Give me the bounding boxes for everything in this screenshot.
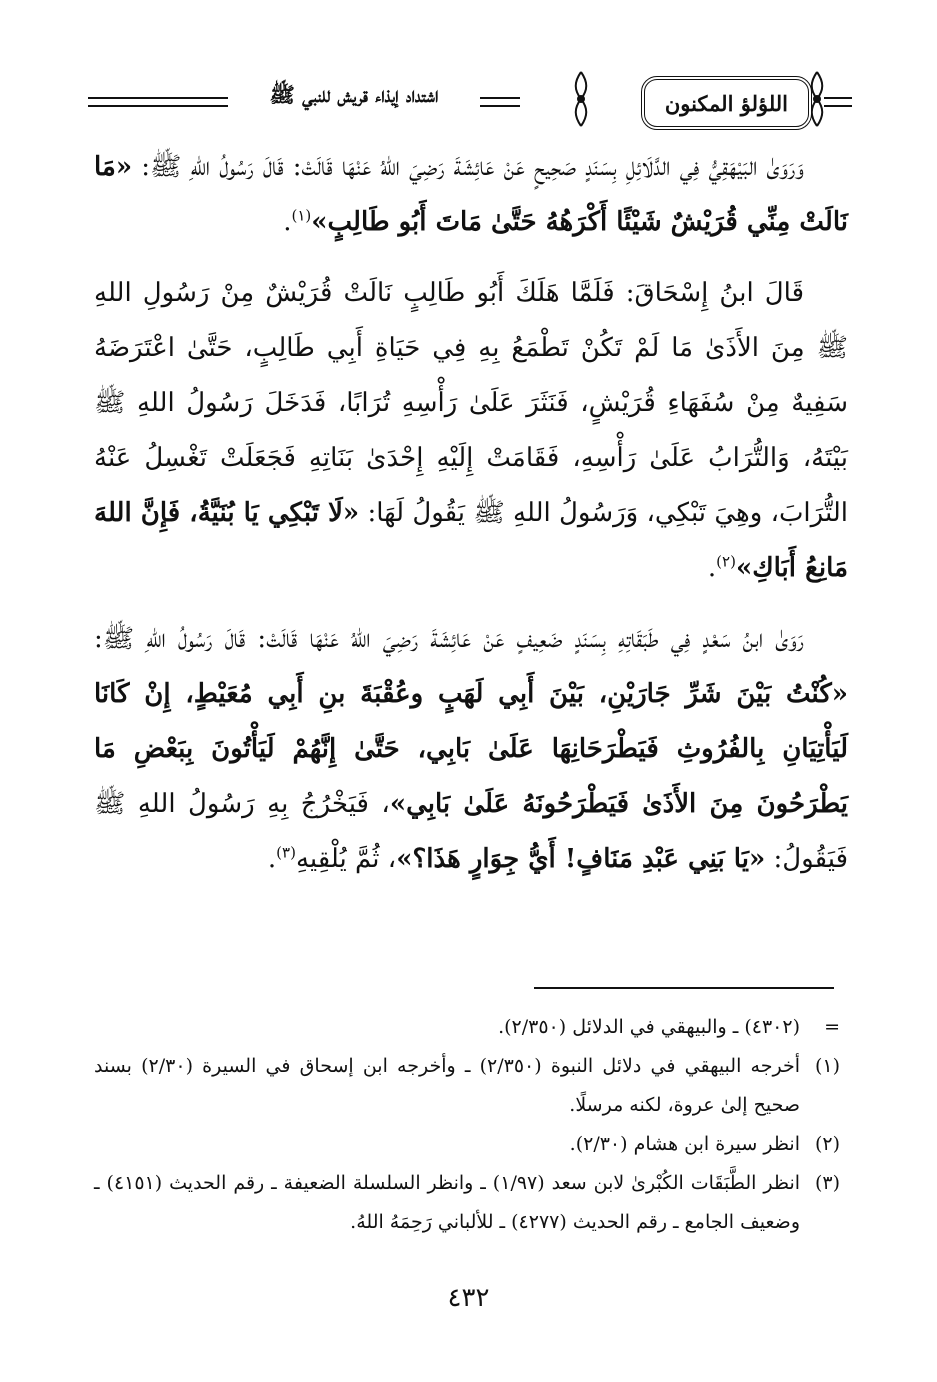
footnote bbox=[94, 1164, 840, 1242]
footnote bbox=[94, 1047, 840, 1125]
hadith-quote: «كُنْتُ بَيْنَ شَرِّ جَارَيْنِ، بَيْنَ أَبِي لَهَبٍ وعُقْبَةَ بنِ أَبِي مُعَيْطٍ، إِنْ كَانَا لَيَأْتِيَانِ بِالفُرُوثِ فَيَطْرَحَانِهَا عَلَىٰ بَابِي، حَتَّىٰ إِنَّهُمْ لَيَأْتُونَ بِبَعْضِ مَا يَطْرَحُونَ مِنَ الأَذَىٰ فَيَطْرَحُونَهُ عَلَىٰ بَابِي» bbox=[94, 679, 849, 819]
footnote-mark: (٣) bbox=[814, 1172, 840, 1194]
hadith-quote: «يَا بَنِي عَبْدِ مَنَافٍ! أَيُّ جِوَارٍ هَذَا؟» bbox=[396, 844, 766, 874]
page-number: ٤٣٢ bbox=[447, 1283, 490, 1313]
footnote-ref: (١) bbox=[291, 206, 312, 225]
footnote-separator bbox=[534, 987, 834, 989]
book-title-cartouche: اللؤلؤ المكنون bbox=[641, 76, 812, 130]
footnotes bbox=[94, 1008, 840, 1242]
header-rule-left bbox=[88, 97, 228, 107]
footnote-ref: (٢) bbox=[716, 552, 736, 571]
paragraph-text: وَرَوَىٰ البَيْهَقِيُّ فِي الدَّلَائِلِ بِسَنَدٍ صَحِيحٍ عَنْ عَائِشَةَ رَضِيَ اللهُ عَنْهَا قَالَتْ: قَالَ رَسُولُ اللهِ ﷺ: bbox=[132, 152, 804, 182]
footnote-mark: (١) bbox=[814, 1055, 840, 1077]
hadith-quote: «مَا نَالَتْ مِنِّي قُرَيْشٌ شَيْئًا أَكْرَهُهُ حَتَّىٰ مَاتَ أَبُو طَالِبٍ» bbox=[94, 152, 848, 237]
footnote-text: (٤٣٠٢) ـ والبيهقي في الدلائل (٢/٣٥٠). bbox=[498, 1016, 800, 1038]
main-text bbox=[94, 140, 848, 903]
paragraph-end: . bbox=[707, 553, 717, 583]
running-header bbox=[88, 68, 852, 130]
footnote-text: أخرجه البيهقي في دلائل النبوة (٢/٣٥٠) ـ وأخرجه ابن إسحاق في السيرة (٢/٣٠) بسند صحيح إلىٰ عروة، لكنه مرسلًا. bbox=[94, 1055, 800, 1116]
paragraph-text: ، ثُمَّ يُلْقِيهِ bbox=[295, 844, 397, 874]
paragraph-text: رَوَىٰ ابنُ سَعْدٍ فِي طَبَقَاتِهِ بِسَنَدٍ ضَعِيفٍ عَنْ عَائِشَةَ رَضِيَ اللهُ عَنْهَا قَالَتْ: قَالَ رَسُولُ اللهِ ﷺ: bbox=[94, 624, 804, 654]
paragraph-end: . bbox=[267, 844, 277, 874]
paragraph-text: ، فَيَخْرُجُ بِهِ رَسُولُ اللهِ ﷺ فَيَقُولُ: bbox=[94, 789, 848, 874]
paragraph-text: قَالَ ابنُ إِسْحَاقَ: فَلَمَّا هَلَكَ أَبُو طَالِبٍ نَالَتْ قُرَيْشٌ مِنْ رَسُولِ اللهِ ﷺ مِنَ الأَذَىٰ مَا لَمْ تَكُنْ تَطْمَعُ بِهِ فِي حَيَاةِ أَبِي طَالِبٍ، حَتَّىٰ اعْتَرَضَهُ سَفِيهٌ مِنْ سُفَهَاءِ قُرَيْشٍ، فَنَثَرَ عَلَىٰ رَأْسِهِ تُرَابًا، فَدَخَلَ رَسُولُ اللهِ ﷺ بَيْتَهُ، وَالتُّرَابُ عَلَىٰ رَأْسِهِ، فَقَامَتْ إِلَيْهِ إِحْدَىٰ بَنَاتِهِ فَجَعَلَتْ تَغْسِلُ عَنْهُ التُّرَابَ، وهِيَ تَبْكِي، وَرَسُولُ اللهِ ﷺ يَقُولُ لَهَا: bbox=[94, 278, 848, 528]
footnote-mark: (٢) bbox=[814, 1133, 840, 1155]
footnote-ref: (٣) bbox=[276, 843, 296, 862]
ornament-left-icon bbox=[568, 70, 594, 128]
footnote bbox=[94, 1008, 840, 1047]
paragraph-end: . bbox=[283, 207, 292, 237]
footnote-text: انظر سيرة ابن هشام (٢/٣٠). bbox=[569, 1133, 800, 1155]
paragraph bbox=[94, 140, 848, 250]
footnote-mark: = bbox=[824, 1016, 840, 1038]
footnote-text: انظر الطَّبَقَات الكُبْرىٰ لابن سعد (١/٩٧) ـ وانظر السلسلة الضعيفة ـ رقم الحديث (٤١٥١) ـ وضعيف الجامع ـ رقم الحديث (٤٢٧٧) ـ للألباني رَحِمَهُ اللهُ. bbox=[94, 1172, 801, 1233]
paragraph bbox=[94, 266, 848, 596]
footnote bbox=[94, 1125, 840, 1164]
header-rule-middle bbox=[480, 97, 520, 107]
hadith-quote: «لَا تَبْكِي يَا بُنَيَّةُ، فَإِنَّ اللهَ مَانِعُ أَبَاكِ» bbox=[94, 498, 848, 583]
chapter-title: اشتداد إيذاء قريش للنبي ﷺ bbox=[269, 82, 439, 107]
paragraph bbox=[94, 612, 848, 887]
